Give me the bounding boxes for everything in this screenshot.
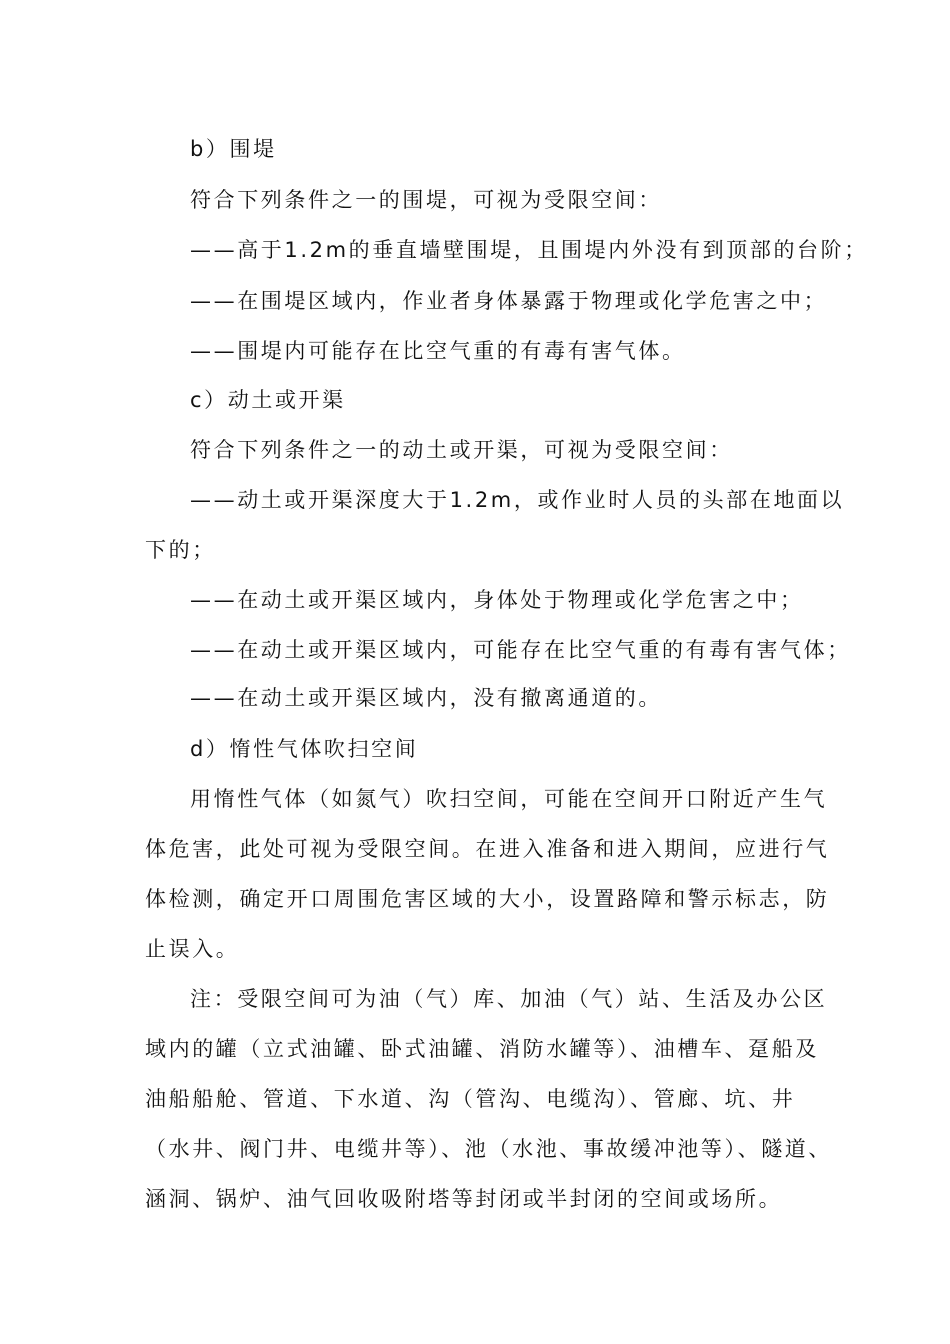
paragraph-line: 体危害，此处可视为受限空间。在进入准备和进入期间，应进行气 [145, 837, 830, 861]
note-line: （水井、阀门井、电缆井等）、池（水池、事故缓冲池等）、隧道、 [145, 1137, 832, 1161]
list-item: ——在围堤区域内，作业者身体暴露于物理或化学危害之中； [190, 289, 828, 313]
section-heading-c: c）动土或开渠 [190, 388, 346, 412]
list-item: ——在动土或开渠区域内，可能存在比空气重的有毒有害气体； [190, 638, 851, 662]
paragraph-line: 用惰性气体（如氮气）吹扫空间，可能在空间开口附近产生气 [190, 787, 828, 811]
list-item: ——围堤内可能存在比空气重的有毒有害气体。 [190, 339, 686, 363]
paragraph-line: 体检测，确定开口周围危害区域的大小，设置路障和警示标志，防 [145, 887, 830, 911]
list-item: ——高于1.2m的垂直墙壁围堤，且围堤内外没有到顶部的台阶； [190, 238, 868, 262]
list-item-continuation: 下的； [145, 538, 216, 562]
note-line: 涵洞、锅炉、油气回收吸附塔等封闭或半封闭的空间或场所。 [145, 1187, 783, 1211]
list-item: ——在动土或开渠区域内，身体处于物理或化学危害之中； [190, 588, 804, 612]
paragraph-line: 止误入。 [145, 937, 240, 961]
note-line: 注：受限空间可为油（气）库、加油（气）站、生活及办公区 [190, 987, 828, 1011]
section-heading-b: b）围堤 [190, 137, 277, 161]
section-heading-d: d）惰性气体吹扫空间 [190, 737, 419, 761]
paragraph-line: 符合下列条件之一的围堤，可视为受限空间： [190, 188, 662, 212]
paragraph-line: 符合下列条件之一的动土或开渠，可视为受限空间： [190, 438, 733, 462]
list-item: ——在动土或开渠区域内，没有撤离通道的。 [190, 686, 662, 710]
note-line: 域内的罐（立式油罐、卧式油罐、消防水罐等）、油槽车、趸船及 [145, 1037, 819, 1061]
note-line: 油船船舱、管道、下水道、沟（管沟、电缆沟）、管廊、坑、井 [145, 1087, 796, 1111]
list-item: ——动土或开渠深度大于1.2m，或作业时人员的头部在地面以 [190, 488, 845, 512]
